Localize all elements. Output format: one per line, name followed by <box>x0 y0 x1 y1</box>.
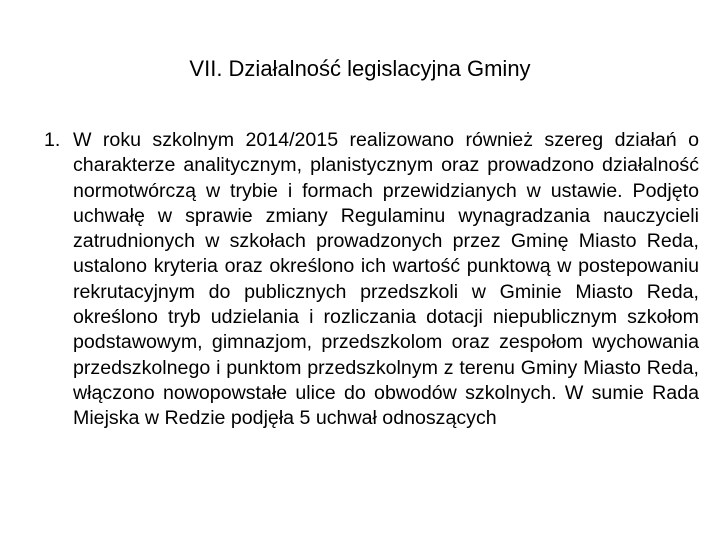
list-item-text: W roku szkolnym 2014/2015 realizowano również szereg działań o charakterze analitycznym, planistycznym oraz prowadzono działalność normotwórczą w trybie i formach przewidzianych w ustawie. Podjęto uchwałę w sprawie zmiany Regulaminu wynagradzania nauczycieli zatrudnionych w szkołach prowadzonych przez Gminę Miasto Reda, ustalono kryteria oraz określono ich wartość punktową w postepowaniu rekrutacyjnym do publicznych przedszkoli w Gminie Miasto Reda, określono tryb udzielania i rozliczania dotacji niepublicznym szkołom podstawowym, gimnazjom, przedszkolom oraz zespołom wychowania przedszkolnego i punktom przedszkolnym z terenu Gminy Miasto Reda, włączono nowopowstałe ulice do obwodów szkolnych. W sumie Rada Miejska w Redzie podjęła 5 uchwał odnoszących <box>73 129 699 430</box>
numbered-list <box>44 128 699 432</box>
slide-title: VII. Działalność legislacyjna Gminy <box>189 56 531 81</box>
list-item-number: 1. <box>44 129 61 151</box>
list-item <box>44 128 699 432</box>
